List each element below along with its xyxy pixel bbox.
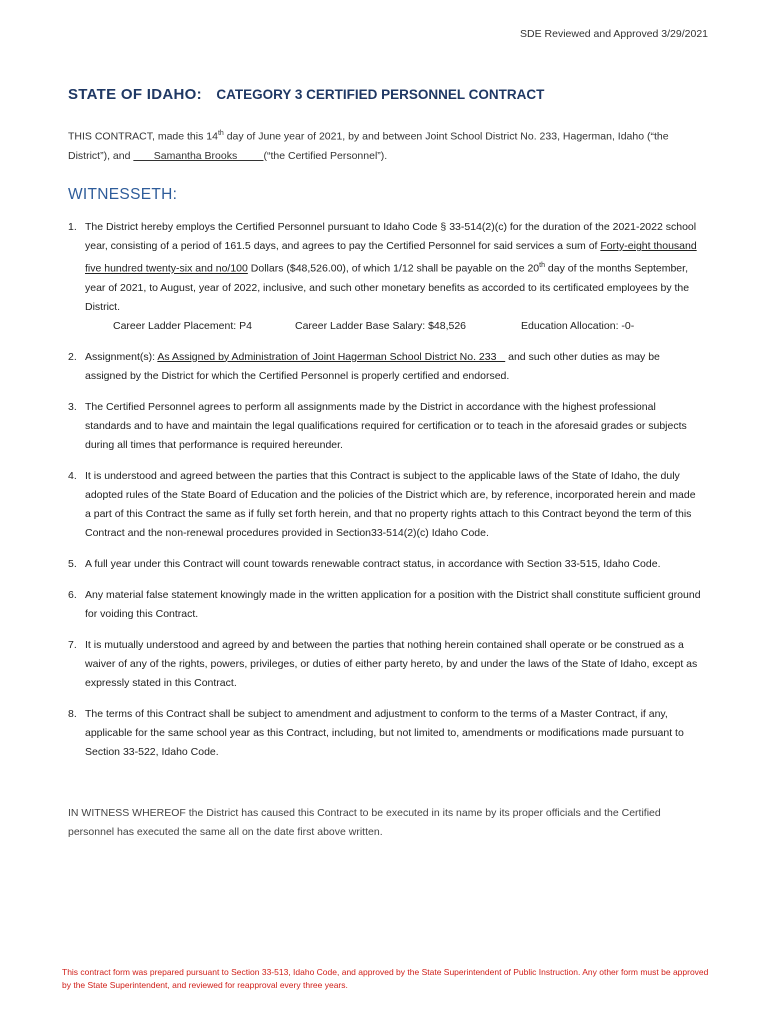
ladder-placement: Career Ladder Placement: P4 xyxy=(113,319,252,332)
clause-5-text: A full year under this Contract will count towards renewable contract status, in accordance with Section 33-515, Idaho Code. xyxy=(85,557,661,570)
title-state: STATE OF IDAHO: xyxy=(68,86,202,103)
clause-1-sup: th xyxy=(539,262,545,269)
clause-number: 6. xyxy=(68,588,77,601)
intro-text-3: (“the Certified Personnel”). xyxy=(263,149,388,162)
clause-number: 5. xyxy=(68,557,77,570)
clause-8 xyxy=(68,705,704,762)
clause-3-text: The Certified Personnel agrees to perform all assignments made by the District in accordance with the highest professional standards and to have and maintain the legal qualifications required for certification or to teach in the aforesaid grades or subjects during all times that performance is required hereunder. xyxy=(85,400,687,451)
ladder-base-salary: Career Ladder Base Salary: $48,526 xyxy=(295,319,467,332)
career-ladder-row xyxy=(85,317,704,336)
clause-2-text-a: Assignment(s): xyxy=(85,350,158,363)
assignment-value: As Assigned by Administration of Joint Hagerman School District No. 233 xyxy=(157,350,506,363)
intro-sup: th xyxy=(217,130,224,137)
clause-4-text: It is understood and agreed between the parties that this Contract is subject to the applicable laws of the State of Idaho, the duly adopted rules of the State Board of Education and the policies of the District which are, by reference, incorporated herein and made a part of this Contract the same as if fully set forth herein, and that no property rights attach to this Contract beyond the term of this Contract and the non-renewal procedures provided in Section33-514(2)(c) Idaho Code. xyxy=(85,469,696,539)
clause-1 xyxy=(68,218,704,336)
clause-list xyxy=(68,218,704,774)
clause-number: 8. xyxy=(68,707,77,720)
clause-6 xyxy=(68,586,704,624)
salary-amount-words: Forty-eight thousand five hundred twenty-six and no/100 xyxy=(85,240,697,275)
document-title xyxy=(68,86,544,104)
clause-4 xyxy=(68,467,704,543)
title-category: CATEGORY 3 CERTIFIED PERSONNEL CONTRACT xyxy=(216,87,545,102)
clause-5 xyxy=(68,555,704,574)
contract-intro xyxy=(68,124,708,166)
clause-1-text-a: The District hereby employs the Certified Personnel pursuant to Idaho Code § 33-514(2)(c) for the duration of the 2021-2022 school year, consisting of a period of 161.5 days, and agrees to pay the Certified Personnel for said services a sum of xyxy=(85,221,697,252)
clause-1-text-b: Dollars ($48,526.00), of which 1/12 shall be payable on the 20 xyxy=(247,262,540,275)
clause-number: 7. xyxy=(68,638,77,651)
clause-7 xyxy=(68,636,704,693)
clause-number: 4. xyxy=(68,469,77,482)
footer-note: This contract form was prepared pursuant to Section 33-513, Idaho Code, and approved by the State Superintendent of Public Instruction. Any other form must be approved by the State Superintendent, and reviewed for reapproval every three years. xyxy=(62,967,709,990)
clause-1-text-c: day of the months September, year of 2021, to August, year of 2022, inclusive, and such other monetary benefits as accorded to its certificated employees by the District. xyxy=(85,262,690,313)
clause-number: 3. xyxy=(68,400,77,413)
intro-text-1: THIS CONTRACT, made this 14 xyxy=(68,130,218,143)
witness-whereof: IN WITNESS WHEREOF the District has caused this Contract to be executed in its name by its proper officials and the Certified personnel has executed the same all on the date first above written. xyxy=(68,807,661,838)
personnel-name: Samantha Brooks xyxy=(133,149,264,162)
approval-note: SDE Reviewed and Approved 3/29/2021 xyxy=(520,28,708,40)
clause-3 xyxy=(68,398,704,455)
education-allocation: Education Allocation: -0- xyxy=(521,319,635,332)
clause-8-text: The terms of this Contract shall be subject to amendment and adjustment to conform to the terms of a Master Contract, if any, applicable for the same school year as this Contract, including, but not limited to, amendments or modifications made pursuant to Section 33-522, Idaho Code. xyxy=(85,707,684,758)
clause-6-text: Any material false statement knowingly made in the written application for a position with the District shall constitute sufficient ground for voiding this Contract. xyxy=(85,588,701,620)
witnesseth-heading: WITNESSETH: xyxy=(68,186,178,203)
clause-number: 2. xyxy=(68,350,77,363)
clause-2 xyxy=(68,348,704,386)
intro-text-2: day of June year of 2021, by and between Joint School District No. 233, Hagerman, Idaho (“the District”), and xyxy=(68,130,669,162)
clause-7-text: It is mutually understood and agreed by and between the parties that nothing herein contained shall operate or be construed as a waiver of any of the rights, powers, privileges, or duties of either party hereto, by and under the laws of the State of Idaho, except as expressly stated in this Contract. xyxy=(85,638,698,689)
clause-number: 1. xyxy=(68,221,77,233)
clause-2-text-b: and such other duties as may be assigned by the District for which the Certified Personnel is properly certified and endorsed. xyxy=(85,350,660,382)
